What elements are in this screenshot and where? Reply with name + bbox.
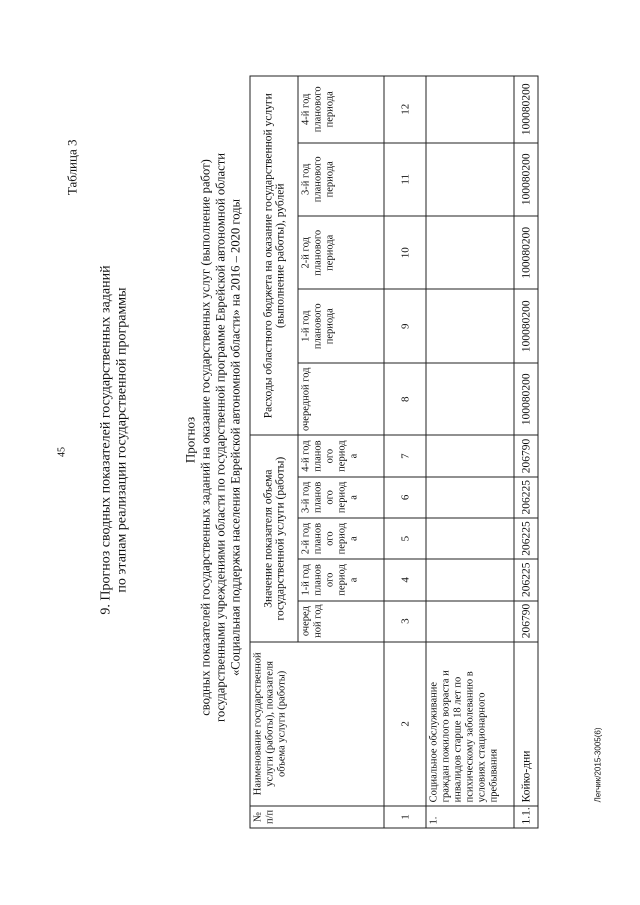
section-title: 9. Прогноз сводных показателей государственных заданий: [98, 265, 114, 615]
empty-cell: [426, 363, 514, 435]
table-cell: 206225: [514, 477, 538, 518]
subheader-cell: 3-й год планов ого период а: [298, 477, 384, 518]
empty-cell: [426, 518, 514, 559]
column-number-row: [384, 76, 426, 828]
empty-cell: [426, 601, 514, 642]
subheader-cell: 2-й год планового периода: [298, 216, 384, 289]
column-number: 11: [384, 143, 426, 216]
table-label: Таблица 3: [64, 139, 80, 196]
column-number: 9: [384, 290, 426, 363]
section-subtitle: по этапам реализации государственной программы: [114, 287, 130, 593]
forecast-table-wrapper: [250, 76, 539, 829]
col-header-number: № п/п: [250, 806, 384, 828]
col-header-name: Наименование государственной услуги (работы), показателя объема услуги (работы): [250, 642, 384, 806]
empty-cell: [426, 477, 514, 518]
empty-cell: [426, 143, 514, 216]
table-row: [514, 76, 538, 828]
col-header-volume: Значение показателя объема государственной услуги (работы): [250, 435, 298, 641]
prognoz-title: Прогноз: [182, 416, 198, 464]
row-indicator-name: Койко-дни: [514, 642, 538, 806]
description-line: государственными учреждениями области по государственной программе Еврейской автономной области: [213, 153, 228, 722]
column-number: 4: [384, 559, 426, 600]
description-line: сводных показателей государственных заданий на оказание государственных услуг (выполнение работ): [198, 159, 213, 716]
page-number: 45: [56, 447, 68, 457]
column-number: 5: [384, 518, 426, 559]
empty-cell: [426, 559, 514, 600]
table-cell: 206225: [514, 518, 538, 559]
table-cell: 100080200: [514, 216, 538, 289]
col-header-budget: Расходы областного бюджета на оказание государственной услуги (выполнение работы), рублей: [250, 76, 298, 435]
table-cell: 206790: [514, 601, 538, 642]
column-number: 12: [384, 76, 426, 143]
column-number: 10: [384, 216, 426, 289]
table-cell: 206790: [514, 435, 538, 476]
table-row: [426, 76, 514, 828]
subheader-cell: 1-й год планового периода: [298, 290, 384, 363]
row-number: 1.1.: [514, 806, 538, 828]
subheader-cell: 2-й год планов ого период а: [298, 518, 384, 559]
table-header-row: [250, 76, 298, 828]
table-cell: 100080200: [514, 363, 538, 435]
column-number: 7: [384, 435, 426, 476]
table-cell: 100080200: [514, 143, 538, 216]
table-cell: 100080200: [514, 290, 538, 363]
column-number: 2: [384, 642, 426, 806]
column-number: 6: [384, 477, 426, 518]
description-line: «Социальная поддержка населения Еврейской автономной области» на 2016 – 2020 годы: [228, 198, 243, 677]
empty-cell: [426, 76, 514, 143]
subheader-cell: 3-й год планового периода: [298, 143, 384, 216]
subheader-cell: 1-й год планов ого период а: [298, 559, 384, 600]
subheader-cell: 4-й год планов ого период а: [298, 435, 384, 476]
subheader-cell: 4-й год планового периода: [298, 76, 384, 143]
column-number: 8: [384, 363, 426, 435]
subheader-cell: очередной год: [298, 363, 384, 435]
empty-cell: [426, 435, 514, 476]
row-number: 1.: [426, 806, 514, 828]
document-code: Легчик/2015-3005(6): [593, 727, 603, 803]
column-number: 1: [384, 806, 426, 828]
empty-cell: [426, 216, 514, 289]
column-number: 3: [384, 601, 426, 642]
forecast-table: [250, 76, 539, 829]
table-cell: 206225: [514, 559, 538, 600]
row-service-name: Социальное обслуживание граждан пожилого возраста и инвалидов старше 18 лет по психическому заболеванию в условиях стационарного пребывания: [426, 642, 514, 806]
subheader-cell: очеред ной год: [298, 601, 384, 642]
table-description: [199, 93, 244, 783]
table-cell: 100080200: [514, 76, 538, 143]
rotated-content: [65, 38, 605, 843]
empty-cell: [426, 290, 514, 363]
